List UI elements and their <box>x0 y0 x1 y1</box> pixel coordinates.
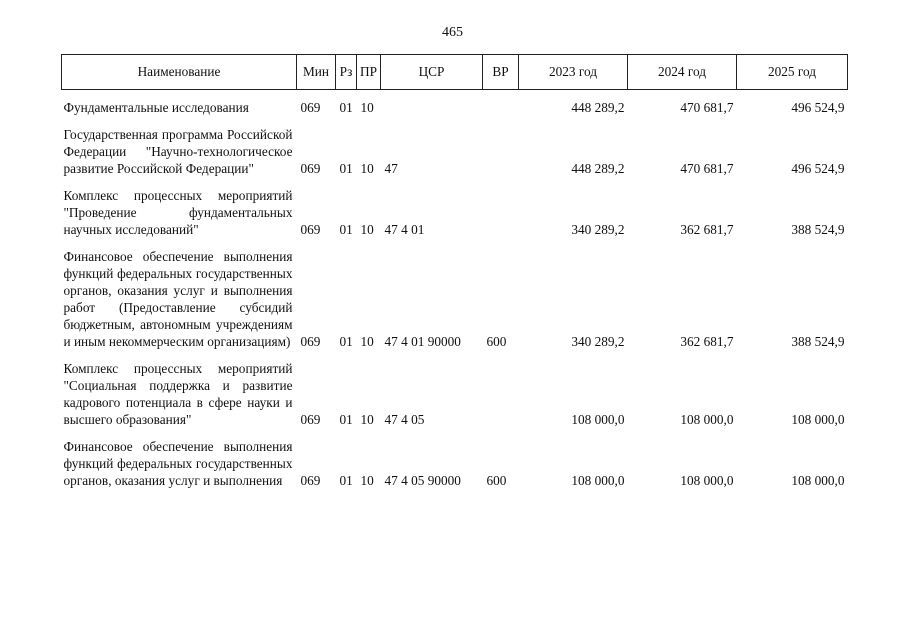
table-row <box>62 360 848 428</box>
row-2023: 340 289,2 <box>571 334 625 349</box>
gap-row <box>62 238 848 248</box>
row-vr <box>483 187 519 238</box>
table-row <box>62 248 848 350</box>
row-min: 069 <box>300 161 321 176</box>
row-vr <box>483 126 519 177</box>
row-min: 069 <box>300 412 321 427</box>
spacer-row <box>62 90 848 100</box>
table-row <box>62 438 848 489</box>
row-pr: 10 <box>360 100 374 115</box>
header-min: Мин <box>297 55 336 90</box>
header-vr: ВР <box>483 55 519 90</box>
row-name: Комплекс процессных мероприятий "Проведение фундаментальных научных исследований" <box>63 188 293 237</box>
row-rz: 01 <box>339 100 353 115</box>
row-2024: 362 681,7 <box>680 334 734 349</box>
table-row <box>62 187 848 238</box>
header-name: Наименование <box>62 55 297 90</box>
header-rz: Рз <box>336 55 357 90</box>
row-2025: 388 524,9 <box>791 334 845 349</box>
row-csr: 47 4 05 90000 <box>384 473 461 488</box>
row-2025: 496 524,9 <box>791 161 845 176</box>
table-row <box>62 126 848 177</box>
budget-table <box>61 54 848 489</box>
row-pr: 10 <box>360 412 374 427</box>
row-2025: 108 000,0 <box>791 412 845 427</box>
row-2023: 108 000,0 <box>571 412 625 427</box>
row-2024: 470 681,7 <box>680 100 734 115</box>
row-pr: 10 <box>360 161 374 176</box>
row-name: Государственная программа Российской Федерации "Научно-технологическое развитие Российской Федерации" <box>63 127 293 176</box>
row-2025: 388 524,9 <box>791 222 845 237</box>
row-vr <box>483 360 519 428</box>
row-min: 069 <box>300 334 321 349</box>
table-header-row <box>62 55 848 90</box>
row-2023: 340 289,2 <box>571 222 625 237</box>
row-name: Финансовое обеспечение выполнения функций федеральных государственных органов, оказания услуг и выполнения работ (Предоставление субсидий бюджетным, автономным учреждениям и иным некоммерческим организациям) <box>63 249 293 349</box>
row-vr <box>483 99 519 116</box>
header-2023: 2023 год <box>519 55 628 90</box>
header-2024: 2024 год <box>628 55 737 90</box>
row-csr: 47 4 01 90000 <box>384 334 461 349</box>
row-min: 069 <box>300 473 321 488</box>
row-name: Комплекс процессных мероприятий "Социальная поддержка и развитие кадрового потенциала в сфере науки и высшего образования" <box>63 361 293 427</box>
row-2025: 108 000,0 <box>791 473 845 488</box>
row-name: Фундаментальные исследования <box>63 100 249 115</box>
row-rz: 01 <box>339 334 353 349</box>
row-name: Финансовое обеспечение выполнения функций федеральных государственных органов, оказания услуг и выполнения <box>63 439 293 488</box>
table-row <box>62 99 848 116</box>
row-csr: 47 4 05 <box>384 412 425 427</box>
row-2024: 470 681,7 <box>680 161 734 176</box>
row-2024: 362 681,7 <box>680 222 734 237</box>
row-vr: 600 <box>486 334 507 349</box>
row-csr <box>381 99 483 116</box>
row-min: 069 <box>300 100 321 115</box>
row-csr: 47 4 01 <box>384 222 425 237</box>
row-csr: 47 <box>384 161 398 176</box>
row-rz: 01 <box>339 222 353 237</box>
row-2023: 448 289,2 <box>571 161 625 176</box>
row-pr: 10 <box>360 334 374 349</box>
row-2025: 496 524,9 <box>791 100 845 115</box>
row-pr: 10 <box>360 222 374 237</box>
row-2024: 108 000,0 <box>680 473 734 488</box>
row-2024: 108 000,0 <box>680 412 734 427</box>
page-number: 465 <box>442 25 463 40</box>
header-pr: ПР <box>357 55 381 90</box>
row-rz: 01 <box>339 412 353 427</box>
row-vr: 600 <box>486 473 507 488</box>
header-2025: 2025 год <box>737 55 848 90</box>
row-rz: 01 <box>339 473 353 488</box>
row-rz: 01 <box>339 161 353 176</box>
gap-row <box>62 428 848 438</box>
row-2023: 108 000,0 <box>571 473 625 488</box>
gap-row <box>62 116 848 126</box>
row-pr: 10 <box>360 473 374 488</box>
gap-row <box>62 350 848 360</box>
row-min: 069 <box>300 222 321 237</box>
header-csr: ЦСР <box>381 55 483 90</box>
row-2023: 448 289,2 <box>571 100 625 115</box>
gap-row <box>62 177 848 187</box>
